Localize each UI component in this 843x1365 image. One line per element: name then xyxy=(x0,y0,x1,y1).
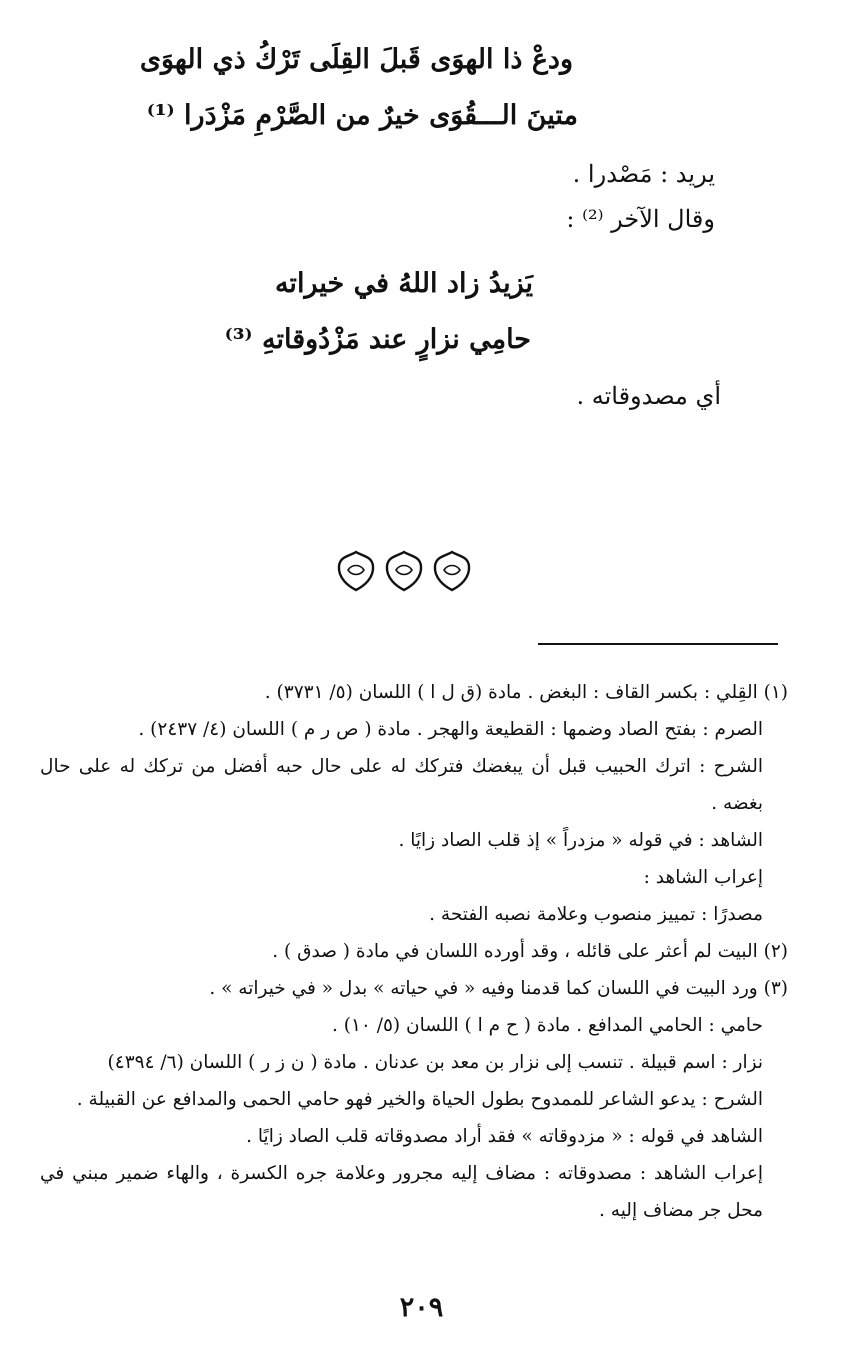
footnote-separator xyxy=(538,643,778,645)
poem1-line2: متينَ الـــقُوَى خيرٌ من الصَّرْمِ مَزْدَرا ⁽¹⁾ xyxy=(146,100,578,131)
page-number: ٢٠٩ xyxy=(399,1292,444,1323)
triple-flower-ornament-icon xyxy=(334,546,474,594)
poem2-line2: حامِي نزارٍ عند مَزْدُوقاتهِ ⁽³⁾ xyxy=(224,324,531,355)
footnote-3-sharh: الشرح : يدعو الشاعر للممدوح بطول الحياة والخير فهو حامي الحمى والمدافع عن القبيلة . xyxy=(76,1089,763,1110)
footnote-2: (٢) البيت لم أعثر على قائله ، وقد أورده اللسان في مادة ( صدق ) . xyxy=(272,941,788,962)
footnotes xyxy=(40,674,788,1229)
prose-explanation: يريد : مَصْدرا . xyxy=(572,160,715,188)
footnote-3-irab: إعراب الشاهد : مصدوقاته : مضاف إليه مجرور وعلامة جره الكسرة ، والهاء ضمير مبني في محل جر مضاف إليه . xyxy=(40,1163,763,1221)
footnote-1-irab: مصدرًا : تمييز منصوب وعلامة نصبه الفتحة . xyxy=(429,904,763,925)
footnote-3: (٣) ورد البيت في اللسان كما قدمنا وفيه « في حياته » بدل « في خيراته » . xyxy=(209,978,788,999)
footnote-1-sharh: الشرح : اترك الحبيب قبل أن يبغضك فتركك له على حال حبه أفضل من تركك له على حال بغضه . xyxy=(40,756,763,814)
footnote-3-hami: حامي : الحامي المدافع . مادة ( ح م ا ) اللسان (٥/ ١٠) . xyxy=(332,1015,763,1036)
prose-meaning: أي مصدوقاته . xyxy=(576,382,721,410)
footnote-1: (١) القِلي : بكسر القاف : البغض . مادة (ق ل ا ) اللسان (٥/ ٣٧٣١) . xyxy=(264,682,788,703)
footnote-1-irab-heading: إعراب الشاهد : xyxy=(643,867,763,888)
prose-intro-second-verse: وقال الآخر ⁽²⁾ : xyxy=(566,205,715,233)
footnote-1-sarm: الصرم : بفتح الصاد وضمها : القطيعة والهجر . مادة ( ص ر م ) اللسان (٤/ ٢٤٣٧) . xyxy=(138,719,763,740)
footnote-1-shahid: الشاهد : في قوله « مزدراً » إذ قلب الصاد زايًا . xyxy=(398,830,763,851)
footnote-3-nizar: نزار : اسم قبيلة . تنسب إلى نزار بن معد بن عدنان . مادة ( ن ز ر ) اللسان (٦/ ٤٣٩٤) xyxy=(107,1052,763,1073)
footnote-3-shahid: الشاهد في قوله : « مزدوقاته » فقد أراد مصدوقاته قلب الصاد زايًا . xyxy=(246,1126,763,1147)
poem2-line1: يَزيدُ زاد اللهُ في خيراته xyxy=(274,268,533,299)
poem1-line1: ودعْ ذا الهوَى قَبلَ القِلَى تَرْكُ ذي الهوَى xyxy=(139,44,573,75)
